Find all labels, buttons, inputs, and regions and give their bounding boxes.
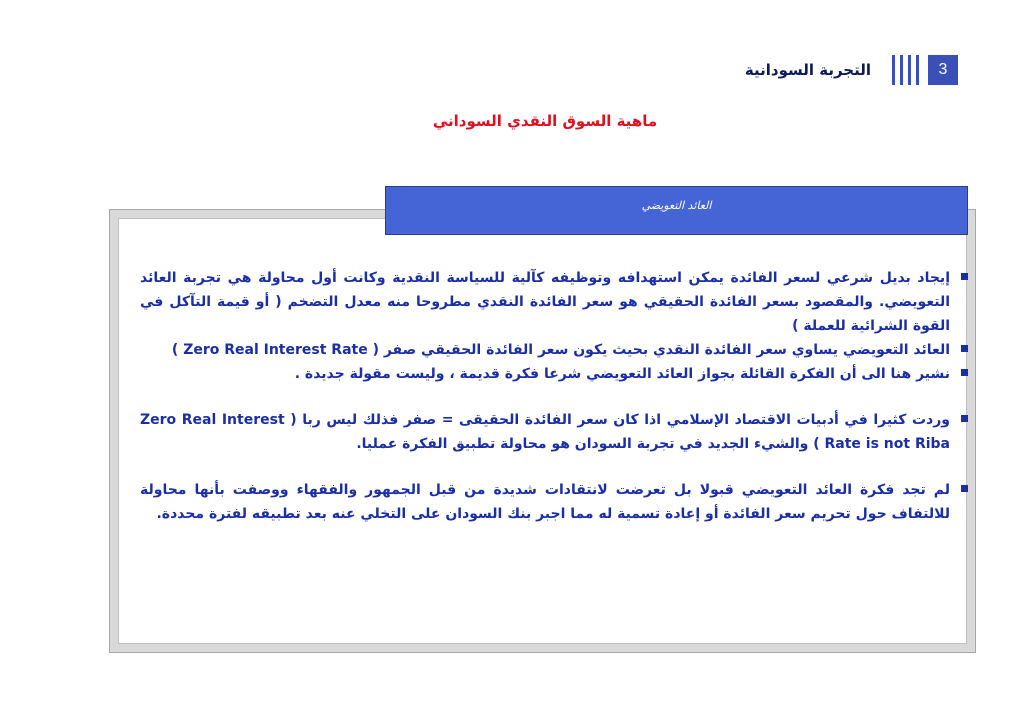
header-stripe [916, 55, 919, 85]
square-bullet-icon [961, 273, 968, 280]
list-item [140, 478, 970, 526]
bullet-text: نشير هنا الى أن الفكرة القائلة بجواز العائد التعويضي شرعا فكرة قديمة ، وليست مقولة جديدة . [294, 366, 950, 382]
square-bullet-icon [961, 345, 968, 352]
bullet-text: وردت كثيرا في أدبيات الاقتصاد الإسلامي اذا كان سعر الفائدة الحقيقى = صفر فذلك ليس ربا ( Zero Real Interest Rate is not Riba ) والشيء الجديد في تجربة السودان هو محاولة تطبيق الفكرة عمليا. [140, 412, 950, 452]
page-number: 3 [928, 55, 958, 85]
square-bullet-icon [961, 485, 968, 492]
section-label-box [385, 186, 968, 235]
section-label: العائد التعويضي [641, 199, 712, 212]
header-stripe [908, 55, 911, 85]
bullet-list [140, 266, 970, 526]
bullet-text: إيجاد بديل شرعي لسعر الفائدة يمكن استهدافه وتوظيفه كآلية للسياسة النقدية وكانت أول محاولة هي تجربة العائد التعويضي. والمقصود بسعر الفائدة الحقيقي هو سعر الفائدة النقدي مطروحا منه معدل التضخم ( أو قيمة التآكل في القوة الشرائية للعملة ) [140, 270, 950, 334]
header-stripe [892, 55, 895, 85]
header-bar [892, 55, 958, 85]
list-item [140, 266, 970, 338]
header-title: التجربة السودانية [744, 61, 871, 79]
header-stripe [900, 55, 903, 85]
list-item [140, 408, 970, 456]
list-item [140, 338, 970, 362]
bullet-text: لم تجد فكرة العائد التعويضي قبولا بل تعرضت لانتقادات شديدة من قبل الجمهور والفقهاء ووصفت بأنها محاولة للالتفاف حول تحريم سعر الفائدة أو إعادة تسمية له مما اجبر بنك السودان على التخلي عنه بعد تطبيقه لفترة محددة. [140, 482, 950, 522]
slide-subtitle: ماهية السوق النقدي السوداني [432, 112, 658, 130]
square-bullet-icon [961, 415, 968, 422]
bullet-text: العائد التعويضي يساوي سعر الفائدة النقدي بحيث يكون سعر الفائدة الحقيقي صفر ( Zero Real Interest Rate ) [171, 342, 950, 358]
square-bullet-icon [961, 369, 968, 376]
list-item [140, 362, 970, 386]
